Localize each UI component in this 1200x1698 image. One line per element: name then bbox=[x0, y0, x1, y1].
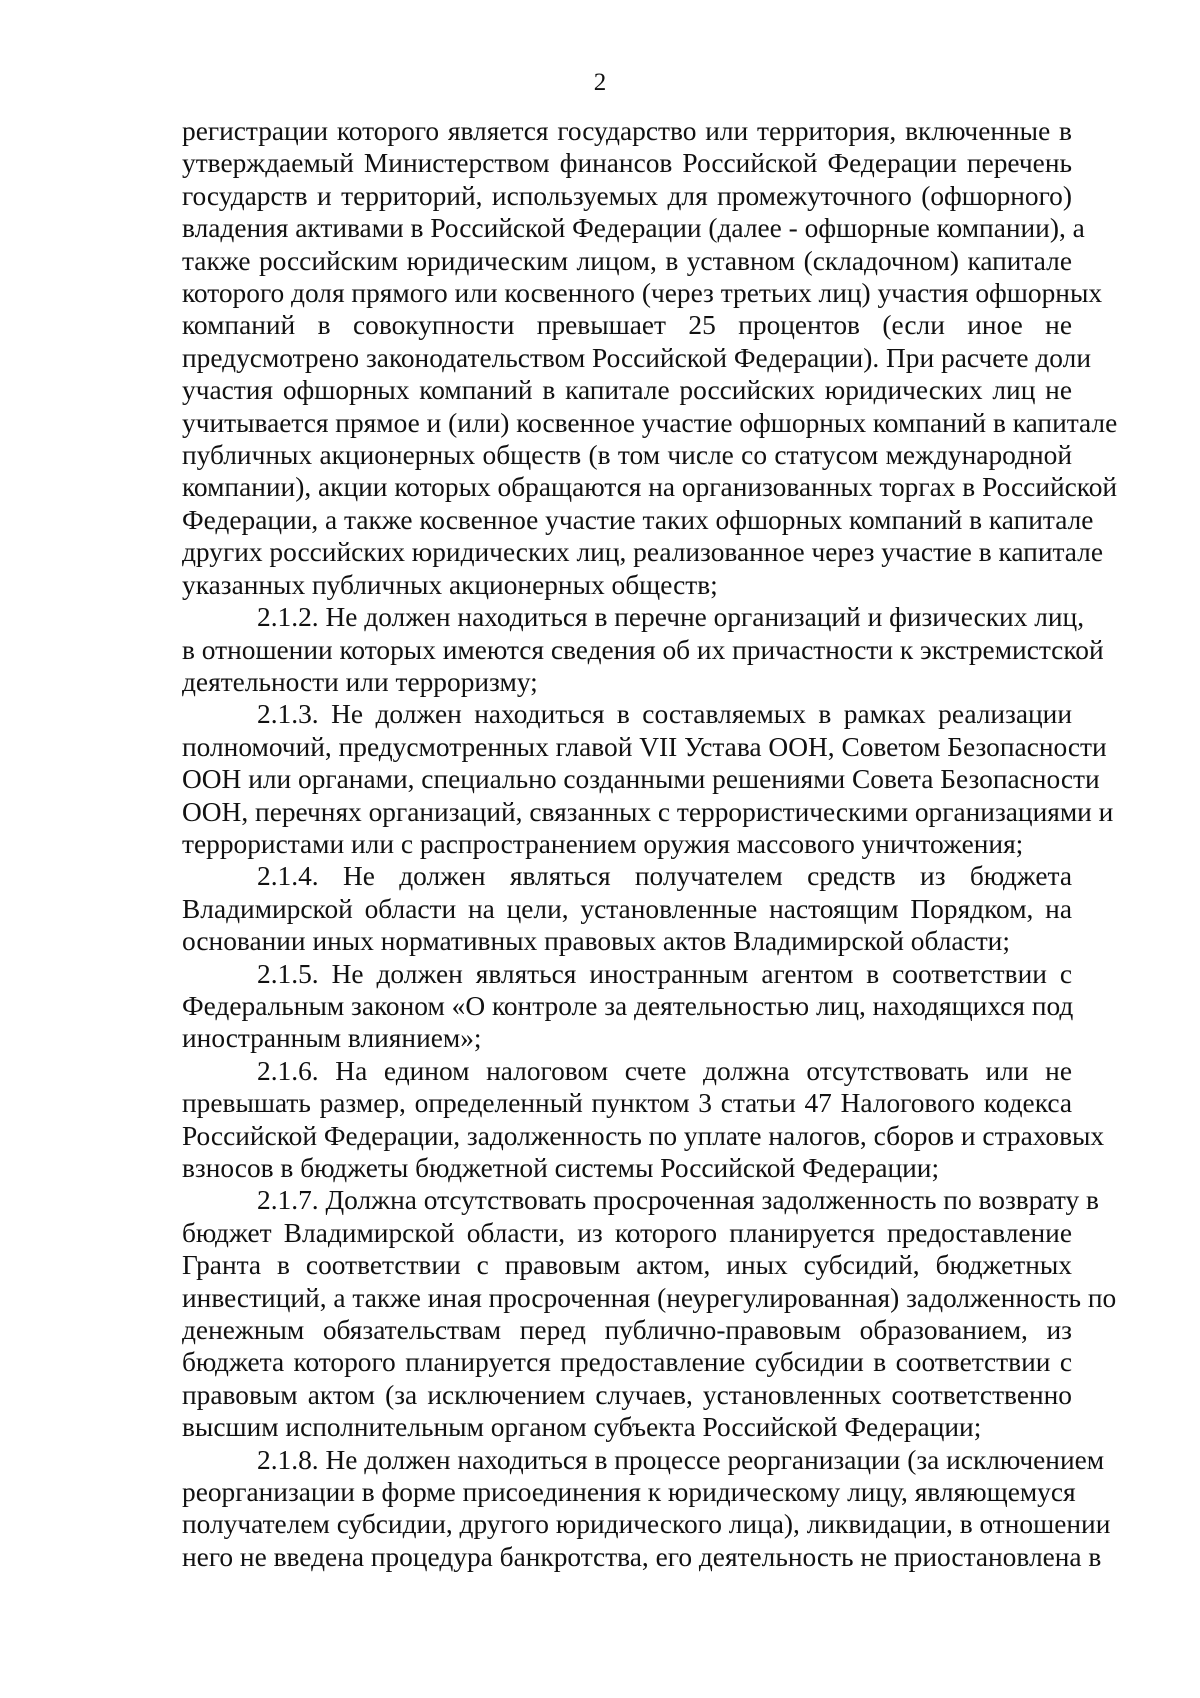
text-line: инвестиций, а также иная просроченная (неурегулированная) задолженность по bbox=[182, 1282, 1117, 1313]
text-line: предусмотрено законодательством Российской Федерации). При расчете доли bbox=[182, 342, 1091, 373]
text-line: 2.1.5. Не должен являться иностранным агентом в соответствии с bbox=[257, 958, 1072, 989]
text-line: получателем субсидии, другого юридического лица), ликвидации, в отношении bbox=[182, 1509, 1111, 1540]
text-line: учитывается прямое и (или) косвенное участие офшорных компаний в капитале bbox=[182, 407, 1118, 438]
text-line: компании), акции которых обращаются на организованных торгах в Российской bbox=[182, 472, 1118, 503]
text-line: денежным обязательствам перед публично-правовым образованием, из bbox=[182, 1315, 1072, 1346]
text-line: Владимирской области на цели, установленные настоящим Порядком, на bbox=[182, 893, 1072, 924]
text-line: участия офшорных компаний в капитале российских юридических лиц не bbox=[182, 375, 1072, 406]
text-line: публичных акционерных обществ (в том числе со статусом международной bbox=[182, 440, 1072, 471]
text-line: других российских юридических лиц, реализованное через участие в капитале bbox=[182, 537, 1104, 568]
page-number: 2 bbox=[593, 69, 607, 96]
paragraph-2-1-8 bbox=[182, 1444, 1111, 1574]
text-line: основании иных нормативных правовых актов Владимирской области; bbox=[182, 926, 1010, 957]
text-line: деятельности или терроризму; bbox=[182, 666, 538, 697]
text-line: государств и территорий, используемых для промежуточного (офшорного) bbox=[182, 180, 1072, 211]
text-line: утверждаемый Министерством финансов Российской Федерации перечень bbox=[182, 148, 1072, 179]
text-line: в отношении которых имеются сведения об их причастности к экстремистской bbox=[182, 634, 1104, 665]
text-line: иностранным влиянием»; bbox=[182, 1023, 482, 1054]
text-line: бюджет Владимирской области, из которого планируется предоставление bbox=[182, 1217, 1072, 1248]
text-line: Федеральным законом «О контроле за деятельностью лиц, находящихся под bbox=[182, 990, 1074, 1021]
paragraph-2-1-6 bbox=[182, 1055, 1105, 1185]
text-line: реорганизации в форме присоединения к юридическому лицу, являющемуся bbox=[182, 1477, 1076, 1508]
text-line: также российским юридическим лицом, в уставном (складочном) капитале bbox=[182, 245, 1072, 276]
text-line: регистрации которого является государство или территория, включенные в bbox=[182, 116, 1072, 146]
text-line: бюджета которого планируется предоставление субсидии в соответствии с bbox=[182, 1347, 1072, 1378]
text-line: ООН или органами, специально созданными решениями Совета Безопасности bbox=[182, 764, 1100, 795]
text-line: указанных публичных акционерных обществ; bbox=[182, 569, 718, 600]
paragraph-2-1-3 bbox=[182, 698, 1114, 860]
paragraph-2-1-2 bbox=[182, 601, 1104, 698]
text-line: владения активами в Российской Федерации (далее - офшорные компании), а bbox=[182, 213, 1085, 244]
paragraph-continuation bbox=[182, 115, 1118, 601]
text-line: него не введена процедура банкротства, его деятельность не приостановлена в bbox=[182, 1541, 1102, 1572]
text-line: 2.1.3. Не должен находиться в составляемых в рамках реализации bbox=[257, 699, 1072, 730]
text-line: 2.1.2. Не должен находиться в перечне организаций и физических лиц, bbox=[257, 602, 1085, 633]
text-line: Федерации, а также косвенное участие таких офшорных компаний в капитале bbox=[182, 504, 1094, 535]
text-line: Гранта в соответствии с правовым актом, иных субсидий, бюджетных bbox=[182, 1250, 1072, 1281]
text-line: которого доля прямого или косвенного (через третьих лиц) участия офшорных bbox=[182, 278, 1103, 309]
text-line: террористами или с распространением оружия массового уничтожения; bbox=[182, 828, 1024, 859]
text-line: ООН, перечнях организаций, связанных с террористическими организациями и bbox=[182, 796, 1114, 827]
document-body bbox=[182, 115, 1118, 1573]
text-line: превышать размер, определенный пунктом 3 статьи 47 Налогового кодекса bbox=[182, 1088, 1072, 1119]
text-line: 2.1.6. На едином налоговом счете должна отсутствовать или не bbox=[257, 1055, 1072, 1086]
text-line: 2.1.7. Должна отсутствовать просроченная задолженность по возврату в bbox=[257, 1185, 1099, 1216]
text-line: высшим исполнительным органом субъекта Российской Федерации; bbox=[182, 1412, 982, 1443]
paragraph-2-1-5 bbox=[182, 958, 1072, 1055]
text-line: 2.1.4. Не должен являться получателем средств из бюджета bbox=[257, 861, 1072, 892]
text-line: компаний в совокупности превышает 25 процентов (если иное не bbox=[182, 310, 1072, 341]
text-line: 2.1.8. Не должен находиться в процессе реорганизации (за исключением bbox=[257, 1444, 1105, 1475]
text-line: правовым актом (за исключением случаев, установленных соответственно bbox=[182, 1379, 1072, 1410]
text-line: Российской Федерации, задолженность по уплате налогов, сборов и страховых bbox=[182, 1120, 1105, 1151]
text-line: взносов в бюджеты бюджетной системы Российской Федерации; bbox=[182, 1153, 940, 1183]
text-line: полномочий, предусмотренных главой VII Устава ООН, Советом Безопасности bbox=[182, 731, 1107, 762]
paragraph-2-1-4 bbox=[182, 860, 1072, 957]
paragraph-2-1-7 bbox=[182, 1184, 1117, 1443]
